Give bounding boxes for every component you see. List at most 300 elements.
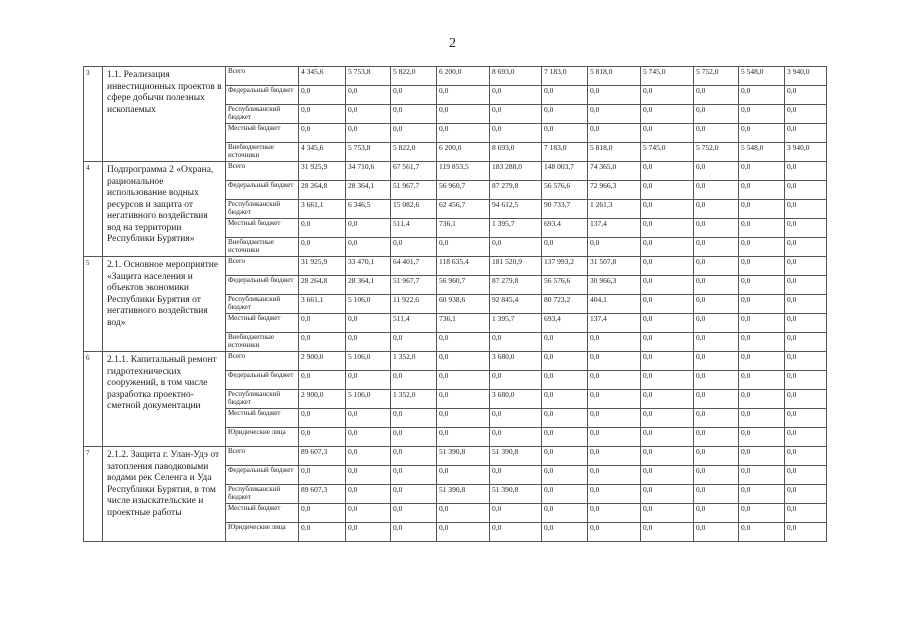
funding-source: Федеральный бюджет xyxy=(226,466,299,485)
amount-cell: 511,4 xyxy=(391,219,437,238)
amount-cell: 51 390,8 xyxy=(490,447,542,466)
amount-cell: 1 352,0 xyxy=(391,352,437,371)
amount-cell: 5 745,0 xyxy=(641,143,694,162)
funding-source: Внебюджетные источники xyxy=(226,238,299,257)
amount-cell: 183 288,0 xyxy=(490,162,542,181)
amount-cell: 28 264,8 xyxy=(299,181,346,200)
amount-cell: 0,0 xyxy=(641,314,694,333)
amount-cell: 0,0 xyxy=(694,523,739,542)
funding-source: Федеральный бюджет xyxy=(226,371,299,390)
amount-cell: 67 561,7 xyxy=(391,162,437,181)
amount-cell: 0,0 xyxy=(641,447,694,466)
funding-source: Юридические лица xyxy=(226,523,299,542)
amount-cell: 0,0 xyxy=(391,428,437,447)
amount-cell: 0,0 xyxy=(542,105,588,124)
amount-cell: 51 390,8 xyxy=(490,485,542,504)
amount-cell: 0,0 xyxy=(490,428,542,447)
amount-cell: 0,0 xyxy=(694,181,739,200)
amount-cell: 0,0 xyxy=(641,504,694,523)
amount-cell: 0,0 xyxy=(785,523,827,542)
amount-cell: 0,0 xyxy=(542,390,588,409)
amount-cell: 0,0 xyxy=(739,124,785,143)
amount-cell: 0,0 xyxy=(542,523,588,542)
amount-cell: 0,0 xyxy=(739,485,785,504)
amount-cell: 0,0 xyxy=(785,447,827,466)
amount-cell: 5 106,0 xyxy=(346,295,391,314)
amount-cell: 2 900,0 xyxy=(299,352,346,371)
amount-cell: 5 822,0 xyxy=(391,143,437,162)
amount-cell: 0,0 xyxy=(694,333,739,352)
amount-cell: 511,4 xyxy=(391,314,437,333)
amount-cell: 3 661,1 xyxy=(299,295,346,314)
amount-cell: 0,0 xyxy=(785,124,827,143)
amount-cell: 0,0 xyxy=(694,295,739,314)
funding-source: Внебюджетные источники xyxy=(226,333,299,352)
funding-source: Федеральный бюджет xyxy=(226,276,299,295)
amount-cell: 0,0 xyxy=(694,390,739,409)
amount-cell: 0,0 xyxy=(437,428,490,447)
amount-cell: 0,0 xyxy=(437,466,490,485)
amount-cell: 0,0 xyxy=(391,504,437,523)
funding-source: Всего xyxy=(226,257,299,276)
amount-cell: 0,0 xyxy=(588,352,641,371)
amount-cell: 0,0 xyxy=(391,523,437,542)
amount-cell: 94 612,5 xyxy=(490,200,542,219)
amount-cell: 404,1 xyxy=(588,295,641,314)
amount-cell: 0,0 xyxy=(588,428,641,447)
table-row xyxy=(84,352,827,371)
amount-cell: 5 548,0 xyxy=(739,143,785,162)
amount-cell: 0,0 xyxy=(391,105,437,124)
amount-cell: 0,0 xyxy=(299,86,346,105)
amount-cell: 33 470,1 xyxy=(346,257,391,276)
amount-cell: 0,0 xyxy=(346,105,391,124)
amount-cell: 8 693,0 xyxy=(490,67,542,86)
amount-cell: 0,0 xyxy=(490,86,542,105)
amount-cell: 0,0 xyxy=(694,162,739,181)
amount-cell: 5 752,0 xyxy=(694,67,739,86)
amount-cell: 0,0 xyxy=(542,447,588,466)
amount-cell: 5 818,0 xyxy=(588,143,641,162)
amount-cell: 0,0 xyxy=(785,257,827,276)
amount-cell: 0,0 xyxy=(437,409,490,428)
amount-cell: 11 922,6 xyxy=(391,295,437,314)
amount-cell: 0,0 xyxy=(346,485,391,504)
amount-cell: 5 753,8 xyxy=(346,143,391,162)
amount-cell: 0,0 xyxy=(694,124,739,143)
amount-cell: 0,0 xyxy=(346,447,391,466)
amount-cell: 5 745,0 xyxy=(641,67,694,86)
amount-cell: 0,0 xyxy=(542,238,588,257)
amount-cell: 2 900,0 xyxy=(299,390,346,409)
amount-cell: 0,0 xyxy=(299,409,346,428)
funding-source: Республиканский бюджет xyxy=(226,390,299,409)
amount-cell: 0,0 xyxy=(785,314,827,333)
amount-cell: 0,0 xyxy=(641,352,694,371)
amount-cell: 0,0 xyxy=(490,333,542,352)
amount-cell: 0,0 xyxy=(739,86,785,105)
amount-cell: 0,0 xyxy=(739,219,785,238)
amount-cell: 4 345,6 xyxy=(299,67,346,86)
amount-cell: 0,0 xyxy=(437,390,490,409)
amount-cell: 31 925,9 xyxy=(299,257,346,276)
amount-cell: 0,0 xyxy=(641,409,694,428)
amount-cell: 0,0 xyxy=(391,447,437,466)
amount-cell: 0,0 xyxy=(785,219,827,238)
amount-cell: 0,0 xyxy=(641,257,694,276)
amount-cell: 0,0 xyxy=(299,219,346,238)
amount-cell: 5 548,0 xyxy=(739,67,785,86)
amount-cell: 0,0 xyxy=(588,371,641,390)
amount-cell: 0,0 xyxy=(694,428,739,447)
amount-cell: 87 279,8 xyxy=(490,276,542,295)
amount-cell: 0,0 xyxy=(694,485,739,504)
amount-cell: 0,0 xyxy=(346,314,391,333)
amount-cell: 0,0 xyxy=(641,295,694,314)
amount-cell: 0,0 xyxy=(299,428,346,447)
amount-cell: 7 183,0 xyxy=(542,143,588,162)
amount-cell: 0,0 xyxy=(641,219,694,238)
amount-cell: 87 279,8 xyxy=(490,181,542,200)
amount-cell: 0,0 xyxy=(437,238,490,257)
amount-cell: 0,0 xyxy=(346,371,391,390)
amount-cell: 0,0 xyxy=(641,466,694,485)
amount-cell: 0,0 xyxy=(542,352,588,371)
funding-source: Республиканский бюджет xyxy=(226,295,299,314)
funding-source: Всего xyxy=(226,162,299,181)
amount-cell: 3 940,0 xyxy=(785,67,827,86)
amount-cell: 0,0 xyxy=(739,295,785,314)
amount-cell: 0,0 xyxy=(785,371,827,390)
amount-cell: 0,0 xyxy=(588,333,641,352)
amount-cell: 0,0 xyxy=(694,238,739,257)
row-index: 7 xyxy=(84,447,103,542)
amount-cell: 0,0 xyxy=(490,504,542,523)
amount-cell: 0,0 xyxy=(694,352,739,371)
amount-cell: 0,0 xyxy=(694,409,739,428)
amount-cell: 0,0 xyxy=(739,105,785,124)
amount-cell: 0,0 xyxy=(739,276,785,295)
funding-source: Всего xyxy=(226,447,299,466)
amount-cell: 0,0 xyxy=(739,409,785,428)
amount-cell: 0,0 xyxy=(346,523,391,542)
amount-cell: 3 680,0 xyxy=(490,352,542,371)
program-name: Подпрограмма 2 «Охрана, рациональное использование водных ресурсов и защита от негативного воздействия вод на территории Республики Бурятия» xyxy=(103,162,226,257)
amount-cell: 5 753,8 xyxy=(346,67,391,86)
amount-cell: 0,0 xyxy=(694,314,739,333)
amount-cell: 0,0 xyxy=(641,485,694,504)
amount-cell: 736,1 xyxy=(437,314,490,333)
amount-cell: 5 106,0 xyxy=(346,352,391,371)
amount-cell: 56 960,7 xyxy=(437,181,490,200)
amount-cell: 0,0 xyxy=(588,447,641,466)
funding-source: Юридические лица xyxy=(226,428,299,447)
amount-cell: 51 967,7 xyxy=(391,276,437,295)
amount-cell: 0,0 xyxy=(739,200,785,219)
amount-cell: 0,0 xyxy=(490,105,542,124)
amount-cell: 5 106,0 xyxy=(346,390,391,409)
amount-cell: 0,0 xyxy=(437,105,490,124)
amount-cell: 0,0 xyxy=(785,200,827,219)
funding-source: Местный бюджет xyxy=(226,219,299,238)
program-name: 2.1.1. Капитальный ремонт гидротехнических сооружений, в том числе разработка проектно-сметной документации xyxy=(103,352,226,447)
amount-cell: 0,0 xyxy=(641,371,694,390)
amount-cell: 0,0 xyxy=(641,428,694,447)
table-row xyxy=(84,447,827,466)
amount-cell: 15 082,6 xyxy=(391,200,437,219)
amount-cell: 0,0 xyxy=(391,124,437,143)
amount-cell: 0,0 xyxy=(437,371,490,390)
program-name: 2.1.2. Защита г. Улан-Удэ от затопления паводковыми водами рек Селенга и Уда Республики Бурятия, в том числе изыскательские и проектные работы xyxy=(103,447,226,542)
amount-cell: 0,0 xyxy=(641,200,694,219)
funding-source: Всего xyxy=(226,67,299,86)
amount-cell: 56 576,6 xyxy=(542,276,588,295)
amount-cell: 118 635,4 xyxy=(437,257,490,276)
amount-cell: 0,0 xyxy=(739,314,785,333)
funding-source: Федеральный бюджет xyxy=(226,181,299,200)
amount-cell: 0,0 xyxy=(588,105,641,124)
amount-cell: 0,0 xyxy=(641,162,694,181)
funding-source: Всего xyxy=(226,352,299,371)
table-row xyxy=(84,67,827,86)
budget-table xyxy=(83,66,827,542)
amount-cell: 0,0 xyxy=(490,466,542,485)
funding-source: Внебюджетные источники xyxy=(226,143,299,162)
amount-cell: 0,0 xyxy=(694,105,739,124)
amount-cell: 0,0 xyxy=(299,124,346,143)
amount-cell: 0,0 xyxy=(588,390,641,409)
amount-cell: 90 733,7 xyxy=(542,200,588,219)
amount-cell: 6 346,5 xyxy=(346,200,391,219)
amount-cell: 0,0 xyxy=(785,276,827,295)
amount-cell: 0,0 xyxy=(785,86,827,105)
amount-cell: 72 966,3 xyxy=(588,181,641,200)
amount-cell: 60 938,6 xyxy=(437,295,490,314)
table-row xyxy=(84,257,827,276)
amount-cell: 0,0 xyxy=(739,257,785,276)
amount-cell: 56 960,7 xyxy=(437,276,490,295)
amount-cell: 0,0 xyxy=(739,162,785,181)
amount-cell: 0,0 xyxy=(588,238,641,257)
amount-cell: 137 993,2 xyxy=(542,257,588,276)
amount-cell: 92 845,4 xyxy=(490,295,542,314)
amount-cell: 0,0 xyxy=(588,86,641,105)
amount-cell: 0,0 xyxy=(346,238,391,257)
amount-cell: 0,0 xyxy=(299,504,346,523)
amount-cell: 0,0 xyxy=(694,466,739,485)
amount-cell: 0,0 xyxy=(641,124,694,143)
amount-cell: 0,0 xyxy=(391,466,437,485)
amount-cell: 0,0 xyxy=(299,314,346,333)
amount-cell: 119 853,5 xyxy=(437,162,490,181)
amount-cell: 89 607,3 xyxy=(299,447,346,466)
amount-cell: 0,0 xyxy=(739,447,785,466)
amount-cell: 0,0 xyxy=(694,276,739,295)
amount-cell: 0,0 xyxy=(785,466,827,485)
amount-cell: 1 395,7 xyxy=(490,314,542,333)
amount-cell: 0,0 xyxy=(739,238,785,257)
amount-cell: 0,0 xyxy=(391,86,437,105)
amount-cell: 181 520,9 xyxy=(490,257,542,276)
amount-cell: 0,0 xyxy=(346,86,391,105)
amount-cell: 693,4 xyxy=(542,314,588,333)
amount-cell: 0,0 xyxy=(785,352,827,371)
amount-cell: 3 680,0 xyxy=(490,390,542,409)
amount-cell: 1 261,3 xyxy=(588,200,641,219)
amount-cell: 0,0 xyxy=(588,124,641,143)
amount-cell: 0,0 xyxy=(785,409,827,428)
page-number: 2 xyxy=(449,36,456,51)
amount-cell: 6 200,0 xyxy=(437,67,490,86)
row-index: 3 xyxy=(84,67,103,162)
amount-cell: 0,0 xyxy=(542,485,588,504)
amount-cell: 0,0 xyxy=(785,428,827,447)
amount-cell: 0,0 xyxy=(588,504,641,523)
row-index: 5 xyxy=(84,257,103,352)
amount-cell: 80 723,2 xyxy=(542,295,588,314)
amount-cell: 0,0 xyxy=(694,504,739,523)
amount-cell: 0,0 xyxy=(346,409,391,428)
funding-source: Местный бюджет xyxy=(226,314,299,333)
amount-cell: 0,0 xyxy=(785,485,827,504)
amount-cell: 0,0 xyxy=(641,238,694,257)
amount-cell: 51 390,8 xyxy=(437,447,490,466)
amount-cell: 31 507,8 xyxy=(588,257,641,276)
amount-cell: 137,4 xyxy=(588,219,641,238)
amount-cell: 736,1 xyxy=(437,219,490,238)
amount-cell: 89 607,3 xyxy=(299,485,346,504)
amount-cell: 64 401,7 xyxy=(391,257,437,276)
amount-cell: 28 264,8 xyxy=(299,276,346,295)
amount-cell: 0,0 xyxy=(694,447,739,466)
amount-cell: 0,0 xyxy=(542,124,588,143)
amount-cell: 0,0 xyxy=(694,219,739,238)
amount-cell: 0,0 xyxy=(299,523,346,542)
amount-cell: 0,0 xyxy=(391,409,437,428)
amount-cell: 30 966,3 xyxy=(588,276,641,295)
amount-cell: 1 352,0 xyxy=(391,390,437,409)
amount-cell: 0,0 xyxy=(739,181,785,200)
amount-cell: 0,0 xyxy=(739,523,785,542)
amount-cell: 0,0 xyxy=(437,333,490,352)
amount-cell: 31 925,9 xyxy=(299,162,346,181)
amount-cell: 0,0 xyxy=(641,86,694,105)
amount-cell: 0,0 xyxy=(641,333,694,352)
amount-cell: 0,0 xyxy=(694,257,739,276)
funding-source: Местный бюджет xyxy=(226,504,299,523)
amount-cell: 0,0 xyxy=(490,124,542,143)
amount-cell: 0,0 xyxy=(641,276,694,295)
amount-cell: 0,0 xyxy=(785,333,827,352)
amount-cell: 51 390,8 xyxy=(437,485,490,504)
amount-cell: 0,0 xyxy=(542,409,588,428)
amount-cell: 0,0 xyxy=(437,504,490,523)
row-index: 4 xyxy=(84,162,103,257)
amount-cell: 0,0 xyxy=(641,390,694,409)
amount-cell: 5 818,0 xyxy=(588,67,641,86)
amount-cell: 74 365,0 xyxy=(588,162,641,181)
table-row xyxy=(84,162,827,181)
amount-cell: 0,0 xyxy=(694,200,739,219)
amount-cell: 6 200,0 xyxy=(437,143,490,162)
amount-cell: 0,0 xyxy=(785,181,827,200)
amount-cell: 5 822,0 xyxy=(391,67,437,86)
amount-cell: 0,0 xyxy=(739,466,785,485)
amount-cell: 0,0 xyxy=(588,523,641,542)
amount-cell: 0,0 xyxy=(739,371,785,390)
amount-cell: 0,0 xyxy=(785,504,827,523)
amount-cell: 0,0 xyxy=(299,333,346,352)
funding-source: Федеральный бюджет xyxy=(226,86,299,105)
amount-cell: 0,0 xyxy=(641,181,694,200)
amount-cell: 0,0 xyxy=(785,238,827,257)
amount-cell: 0,0 xyxy=(739,428,785,447)
amount-cell: 0,0 xyxy=(542,371,588,390)
amount-cell: 0,0 xyxy=(391,238,437,257)
amount-cell: 0,0 xyxy=(588,485,641,504)
amount-cell: 0,0 xyxy=(785,295,827,314)
amount-cell: 0,0 xyxy=(542,428,588,447)
amount-cell: 0,0 xyxy=(391,485,437,504)
amount-cell: 0,0 xyxy=(346,466,391,485)
amount-cell: 0,0 xyxy=(346,428,391,447)
amount-cell: 1 395,7 xyxy=(490,219,542,238)
amount-cell: 0,0 xyxy=(437,523,490,542)
amount-cell: 62 456,7 xyxy=(437,200,490,219)
amount-cell: 0,0 xyxy=(391,371,437,390)
amount-cell: 0,0 xyxy=(346,504,391,523)
amount-cell: 0,0 xyxy=(437,86,490,105)
amount-cell: 0,0 xyxy=(739,504,785,523)
amount-cell: 51 967,7 xyxy=(391,181,437,200)
amount-cell: 0,0 xyxy=(542,466,588,485)
amount-cell: 0,0 xyxy=(437,352,490,371)
amount-cell: 0,0 xyxy=(346,219,391,238)
amount-cell: 0,0 xyxy=(694,86,739,105)
amount-cell: 0,0 xyxy=(739,352,785,371)
amount-cell: 0,0 xyxy=(299,466,346,485)
amount-cell: 148 003,7 xyxy=(542,162,588,181)
amount-cell: 0,0 xyxy=(739,333,785,352)
amount-cell: 28 364,1 xyxy=(346,181,391,200)
amount-cell: 0,0 xyxy=(542,333,588,352)
program-name: 2.1. Основное мероприятие «Защита населения и объектов экономики Республики Бурятия от негативного воздействия вод» xyxy=(103,257,226,352)
amount-cell: 0,0 xyxy=(785,390,827,409)
amount-cell: 8 693,0 xyxy=(490,143,542,162)
program-name: 1.1. Реализация инвестиционных проектов в сфере добычи полезных ископаемых xyxy=(103,67,226,162)
amount-cell: 0,0 xyxy=(346,124,391,143)
amount-cell: 5 752,0 xyxy=(694,143,739,162)
amount-cell: 0,0 xyxy=(490,523,542,542)
amount-cell: 0,0 xyxy=(346,333,391,352)
funding-source: Местный бюджет xyxy=(226,409,299,428)
amount-cell: 0,0 xyxy=(437,124,490,143)
amount-cell: 0,0 xyxy=(641,105,694,124)
amount-cell: 0,0 xyxy=(694,371,739,390)
amount-cell: 137,4 xyxy=(588,314,641,333)
amount-cell: 3 661,1 xyxy=(299,200,346,219)
amount-cell: 0,0 xyxy=(490,371,542,390)
amount-cell: 0,0 xyxy=(299,238,346,257)
amount-cell: 0,0 xyxy=(542,86,588,105)
amount-cell: 693,4 xyxy=(542,219,588,238)
amount-cell: 56 576,6 xyxy=(542,181,588,200)
amount-cell: 0,0 xyxy=(739,390,785,409)
amount-cell: 0,0 xyxy=(391,333,437,352)
budget-table-body xyxy=(84,67,827,542)
amount-cell: 7 183,0 xyxy=(542,67,588,86)
funding-source: Местный бюджет xyxy=(226,124,299,143)
